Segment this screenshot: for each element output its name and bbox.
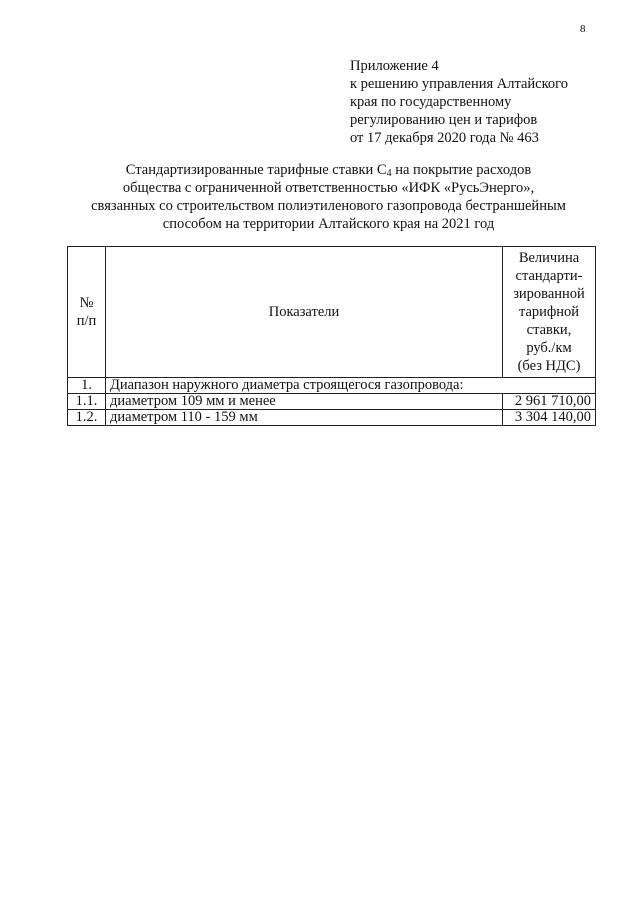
page-number: 8 <box>580 23 586 35</box>
title-text: на покрытие расходов <box>391 162 532 178</box>
header-value-line: стандарти- <box>515 268 583 284</box>
header-value-line: руб./км <box>526 340 572 356</box>
tariff-table <box>67 246 596 426</box>
row-indicator: диаметром 109 мм и менее <box>106 394 503 410</box>
title-subscript: 4 <box>386 168 392 179</box>
row-value: 3 304 140,00 <box>503 410 596 426</box>
row-number: 1.2. <box>68 410 106 426</box>
row-indicator: Диапазон наружного диаметра строящегося газопровода: <box>106 378 596 394</box>
row-number: 1. <box>68 378 106 394</box>
row-value: 2 961 710,00 <box>503 394 596 410</box>
appendix-block <box>350 57 620 147</box>
appendix-line: Приложение 4 <box>350 58 439 74</box>
header-value-line: тарифной <box>518 304 580 320</box>
document-title <box>60 161 597 233</box>
row-number: 1.1. <box>68 394 106 410</box>
table-row <box>68 410 596 426</box>
table-row <box>68 378 596 394</box>
header-value-line: ставки, <box>526 322 572 338</box>
appendix-line: к решению управления Алтайского <box>350 76 569 92</box>
row-indicator: диаметром 110 - 159 мм <box>106 410 503 426</box>
header-number-line: № <box>79 295 94 311</box>
header-number-line: п/п <box>76 313 97 329</box>
title-line <box>60 161 597 179</box>
appendix-line: края по государственному <box>350 94 512 110</box>
appendix-line: регулированию цен и тарифов <box>350 112 538 128</box>
table-row <box>68 394 596 410</box>
header-value-line: (без НДС) <box>517 358 581 374</box>
title-text: Стандартизированные тарифные ставки С <box>125 162 387 178</box>
title-line: связанных со строительством полиэтиленового газопровода бестраншейным <box>91 198 566 214</box>
appendix-line: от 17 декабря 2020 года № 463 <box>350 130 539 146</box>
title-line: способом на территории Алтайского края на 2021 год <box>162 216 495 232</box>
header-number <box>68 247 106 378</box>
header-value-line: зированной <box>513 286 585 302</box>
header-indicators: Показатели <box>106 247 503 378</box>
table-header-row <box>68 247 596 378</box>
header-value <box>503 247 596 378</box>
title-line: общества с ограниченной ответственностью «ИФК «РусьЭнерго», <box>122 180 535 196</box>
header-value-line: Величина <box>518 250 580 266</box>
